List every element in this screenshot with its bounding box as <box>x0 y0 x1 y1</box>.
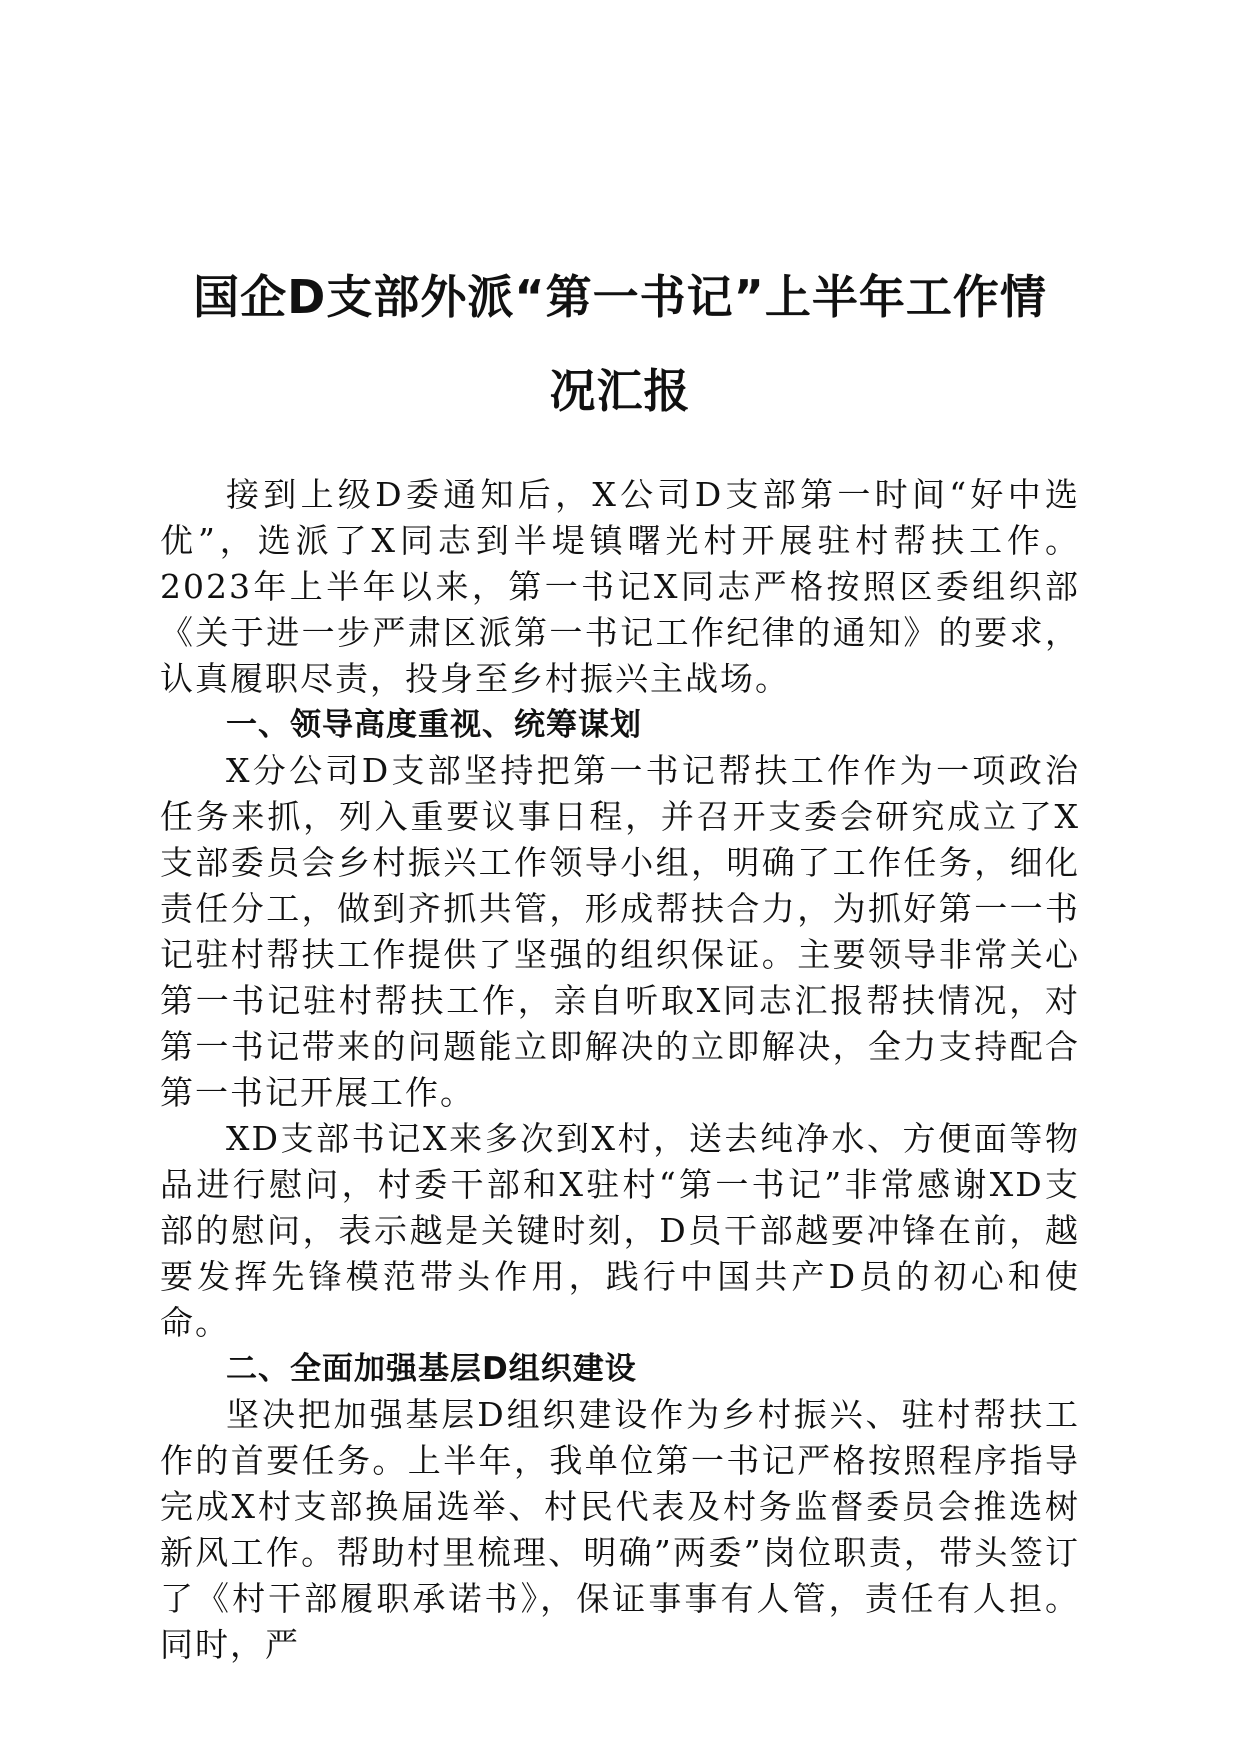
section-1-paragraph-1: X分公司D支部坚持把第一书记帮扶工作作为一项政治任务来抓，列入重要议事日程，并召开支委会研究成立了X支部委员会乡村振兴工作领导小组，明确了工作任务，细化责任分工，做到齐抓共管，形成帮扶合力，为抓好第一一书记驻村帮扶工作提供了坚强的组织保证。主要领导非常关心第一书记驻村帮扶工作，亲自听取X同志汇报帮扶情况，对第一书记带来的问题能立即解决的立即解决，全力支持配合第一书记开展工作。 <box>160 751 1080 1112</box>
intro-paragraph: 接到上级D委通知后，X公司D支部第一时间“好中选优”，选派了X同志到半堤镇曙光村开展驻村帮扶工作。2023年上半年以来，第一书记X同志严格按照区委组织部《关于进一步严肃区派第一书记工作纪律的通知》的要求，认真履职尽责，投身至乡村振兴主战场。 <box>160 475 1080 698</box>
section-2-paragraph-1: 坚决把加强基层D组织建设作为乡村振兴、驻村帮扶工作的首要任务。上半年，我单位第一书记严格按照程序指导完成X村支部换届选举、村民代表及村务监督委员会推选树新风工作。帮助村里梳理、明确”两委”岗位职责，带头签订了《村干部履职承诺书》，保证事事有人管，责任有人担。同时，严 <box>160 1395 1080 1664</box>
title-line-1: 国企D支部外派“第一书记”上半年工作情 <box>193 270 1047 324</box>
section-1-paragraph-2: XD支部书记X来多次到X村，送去纯净水、方便面等物品进行慰问，村委干部和X驻村“第一书记”非常感谢XD支部的慰问，表示越是关键时刻，D员干部越要冲锋在前，越要发挥先锋模范带头作用，践行中国共产D员的初心和使命。 <box>160 1119 1080 1342</box>
section-heading-1: 一、领导高度重视、统筹谋划 <box>226 707 642 743</box>
title-line-2: 况汇报 <box>549 364 691 418</box>
document-body <box>160 472 1080 1668</box>
section-heading-2: 二、全面加强基层D组织建设 <box>226 1351 637 1387</box>
document-title <box>160 250 1080 438</box>
